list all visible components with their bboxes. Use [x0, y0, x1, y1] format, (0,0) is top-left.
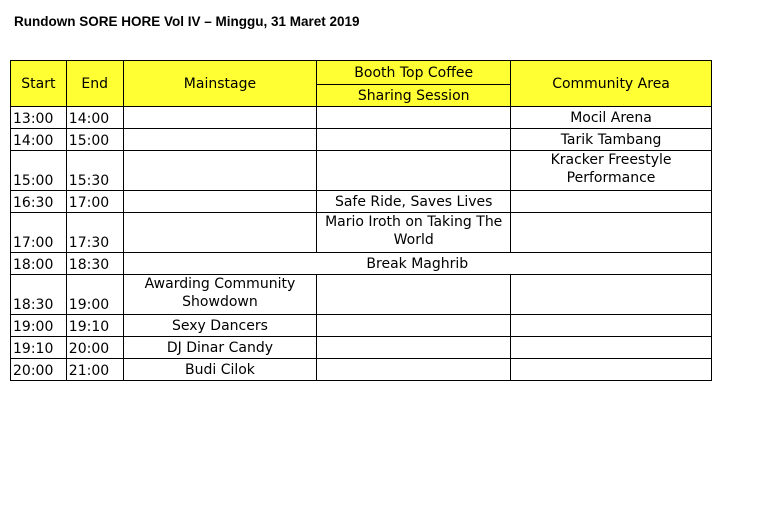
cell-end: 14:00 [66, 107, 123, 129]
header-sharing-session: Sharing Session [317, 85, 511, 107]
cell-start: 13:00 [11, 107, 67, 129]
cell-community: Mocil Arena [511, 107, 712, 129]
table-row [11, 213, 712, 253]
cell-community [511, 315, 712, 337]
cell-end: 17:30 [66, 213, 123, 253]
table-row [11, 275, 712, 315]
cell-break-maghrib: Break Maghrib [123, 253, 711, 275]
table-row [11, 129, 712, 151]
cell-mainstage: DJ Dinar Candy [123, 337, 317, 359]
cell-end: 15:00 [66, 129, 123, 151]
cell-start: 18:00 [11, 253, 67, 275]
cell-start: 18:30 [11, 275, 67, 315]
cell-mainstage [123, 213, 317, 253]
cell-booth [317, 129, 511, 151]
cell-end: 18:30 [66, 253, 123, 275]
cell-booth: Mario Iroth on Taking The World [317, 213, 511, 253]
cell-community [511, 213, 712, 253]
cell-mainstage [123, 151, 317, 191]
cell-booth [317, 151, 511, 191]
rundown-table [10, 60, 712, 381]
cell-mainstage: Budi Cilok [123, 359, 317, 381]
cell-community [511, 359, 712, 381]
table-row [11, 191, 712, 213]
table-row [11, 337, 712, 359]
header-start: Start [11, 61, 67, 107]
cell-booth: Safe Ride, Saves Lives [317, 191, 511, 213]
cell-start: 16:30 [11, 191, 67, 213]
cell-end: 17:00 [66, 191, 123, 213]
header-booth-top-coffee: Booth Top Coffee [317, 61, 511, 85]
cell-mainstage: Awarding Community Showdown [123, 275, 317, 315]
cell-start: 19:00 [11, 315, 67, 337]
cell-mainstage: Sexy Dancers [123, 315, 317, 337]
cell-booth [317, 107, 511, 129]
cell-mainstage [123, 129, 317, 151]
cell-booth [317, 275, 511, 315]
table-row [11, 315, 712, 337]
cell-booth [317, 337, 511, 359]
cell-community: Kracker Freestyle Performance [511, 151, 712, 191]
cell-community [511, 191, 712, 213]
cell-start: 14:00 [11, 129, 67, 151]
table-row [11, 359, 712, 381]
cell-end: 20:00 [66, 337, 123, 359]
cell-booth [317, 315, 511, 337]
header-end: End [66, 61, 123, 107]
cell-mainstage [123, 191, 317, 213]
cell-booth [317, 359, 511, 381]
table-row [11, 253, 712, 275]
cell-start: 20:00 [11, 359, 67, 381]
cell-community: Tarik Tambang [511, 129, 712, 151]
cell-start: 15:00 [11, 151, 67, 191]
cell-end: 19:00 [66, 275, 123, 315]
header-community-area: Community Area [511, 61, 712, 107]
header-mainstage: Mainstage [123, 61, 317, 107]
cell-end: 15:30 [66, 151, 123, 191]
cell-community [511, 275, 712, 315]
cell-start: 19:10 [11, 337, 67, 359]
table-row [11, 151, 712, 191]
cell-community [511, 337, 712, 359]
page-title: Rundown SORE HORE Vol IV – Minggu, 31 Maret 2019 [14, 14, 360, 29]
cell-end: 19:10 [66, 315, 123, 337]
cell-start: 17:00 [11, 213, 67, 253]
cell-end: 21:00 [66, 359, 123, 381]
table-row [11, 107, 712, 129]
cell-mainstage [123, 107, 317, 129]
